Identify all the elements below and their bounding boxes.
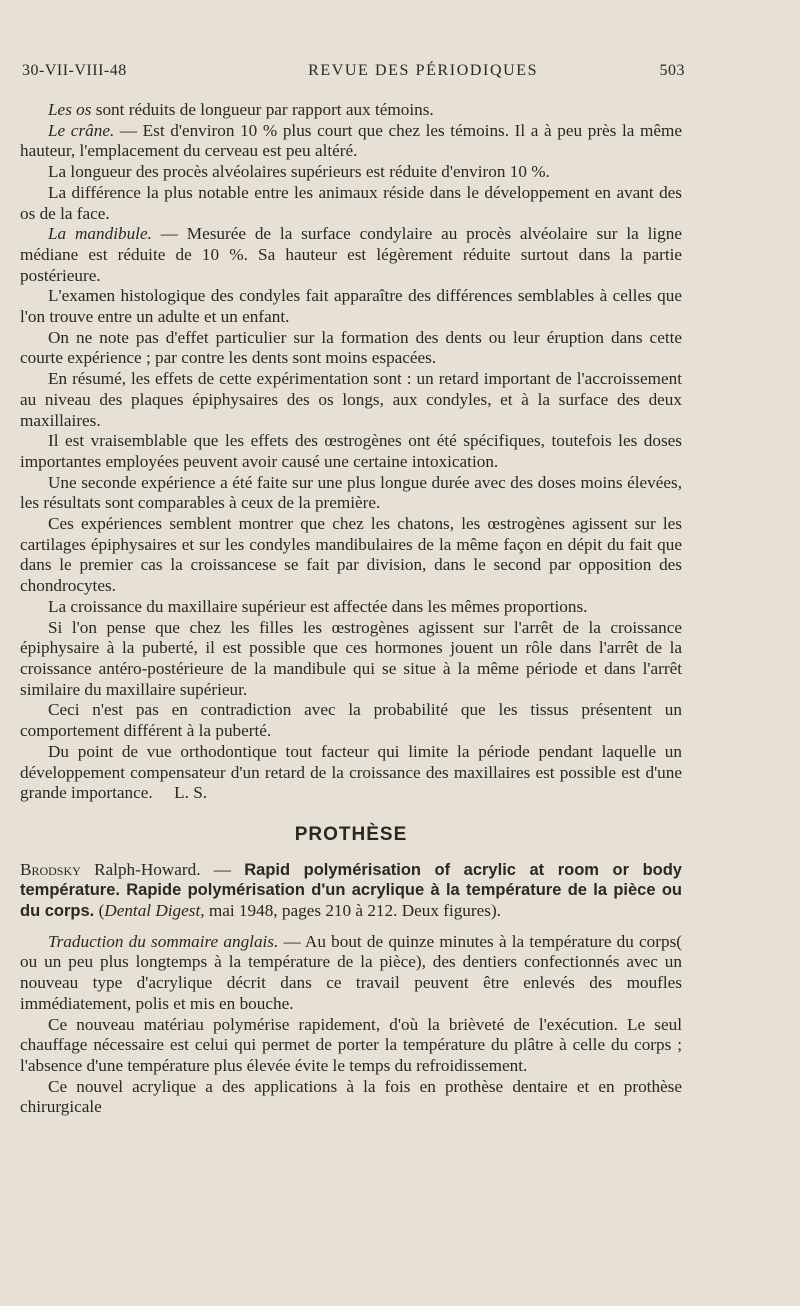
paragraph-text: — Mesurée de la surface condylaire au procès alvéolaire sur la ligne médiane est réduite de 10 %. Sa hauteur est légèrement réduite surtout dans la partie postérieure. <box>20 224 682 285</box>
paragraph: Ceci n'est pas en contradiction avec la probabilité que les tissus présentent un comportement différent à la puberté. <box>20 700 682 741</box>
page-number: 503 <box>659 62 685 79</box>
paragraph: En résumé, les effets de cette expérimentation sont : un retard important de l'accroissement au niveau des plaques épiphysaires des os longs, aux condyles, et à la surface des deux maxillaires. <box>20 369 682 430</box>
spacer <box>20 922 682 932</box>
paragraph <box>20 742 682 804</box>
paragraph <box>20 224 682 286</box>
paragraph: Ces expériences semblent montrer que chez les chatons, les œstrogènes agissent sur les cartilages épiphysaires et sur les condyles mandibulaires de la même façon en dépit du fait que dans le premier cas la croissancese se fait par division, dans le second par opposition des chondrocytes. <box>20 514 682 596</box>
paragraph: La longueur des procès alvéolaires supérieurs est réduite d'environ 10 %. <box>48 162 550 182</box>
paragraph: La différence la plus notable entre les animaux réside dans le développement en avant des os de la face. <box>20 182 682 223</box>
reference-title: Rapid polymérisation of acrylic at room or body température. Rapide polymérisation d'un acrylique à la température de la pièce ou du corps. <box>20 860 682 921</box>
bibliographic-reference <box>20 860 682 922</box>
issue-date: 30-VII-VIII-48 <box>22 62 127 79</box>
paragraph-text: Du point de vue orthodontique tout facteur qui limite la période pendant laquelle un développement compensateur d'un retard de la croissance des maxillaires est possible est d'une grande importance. <box>20 741 682 803</box>
reference-author: Brodsky <box>20 859 81 879</box>
paragraph <box>20 932 682 1015</box>
paragraph-lead: La mandibule. <box>48 224 152 244</box>
paragraph <box>20 100 682 121</box>
paragraph-lead: Le crâne. <box>48 120 115 140</box>
paragraph: Ce nouvel acrylique a des applications à la fois en prothèse dentaire et en prothèse chirurgicale <box>20 1076 682 1117</box>
reference-paren: ( <box>94 901 105 921</box>
author-signature: L. S. <box>174 783 208 803</box>
paragraph: La croissance du maxillaire supérieur est affectée dans les mêmes proportions. <box>48 596 588 616</box>
paragraph: Si l'on pense que chez les filles les œstrogènes agissent sur l'arrêt de la croissance épiphysaire à la puberté, il est possible que ces hormones jouent un rôle dans l'arrêt de la croissance antéro-postérieure de la mandibule qui se situe à la même période et dans l'arrêt similaire du maxillaire supérieur. <box>20 617 682 699</box>
paragraph: Une seconde expérience a été faite sur une plus longue durée avec des doses moins élevées, les résultats sont comparables à ceux de la première. <box>20 472 682 513</box>
paragraph-text: sont réduits de longueur par rapport aux témoins. <box>91 100 434 119</box>
paragraph-text: — Au bout de quinze minutes à la température du corps( ou un peu plus longtemps à la température de la pièce), des dentiers confectionnés avec un nouveau type d'acrylique décrit dans ce travail peuvent être enlevés des moufles immédiatement, polis et mis en bouche. <box>20 931 682 1013</box>
paragraph-text: — Est d'environ 10 % plus court que chez les témoins. Il a à peu près la même hauteur, l'emplacement du cerveau est peu altéré. <box>20 120 683 161</box>
paragraph: Il est vraisemblable que les effets des œstrogènes ont été spécifiques, toutefois les doses importantes employées peuvent avoir causé une certaine intoxication. <box>20 431 682 471</box>
reference-journal: Dental Digest, <box>104 901 205 921</box>
reference-author-given: Ralph-Howard. — <box>80 859 245 879</box>
article-body <box>20 100 682 1118</box>
section-heading: PROTHÈSE <box>294 823 408 845</box>
reference-details: mai 1948, pages 210 à 212. Deux figures). <box>204 901 501 921</box>
running-head <box>22 62 685 80</box>
paragraph-lead: Traduction du sommaire anglais. <box>48 931 279 951</box>
paragraph <box>20 121 682 162</box>
paragraph: Ce nouveau matériau polymérise rapidement, d'où la brièveté de l'exécution. Le seul chauffage nécessaire est celui qui permet de porter la température du plâtre à celle du corps ; l'absence d'une température plus élevée évite le temps du refroidissement. <box>20 1014 682 1075</box>
paragraph: On ne note pas d'effet particulier sur la formation des dents ou leur éruption dans cette courte expérience ; par contre les dents sont moins espacées. <box>20 327 682 368</box>
journal-title: REVUE DES PÉRIODIQUES <box>308 62 539 79</box>
paragraph-lead: Les os <box>48 100 92 119</box>
paragraph: L'examen histologique des condyles fait apparaître des différences semblables à celles que l'on trouve entre un adulte et un enfant. <box>20 286 682 327</box>
